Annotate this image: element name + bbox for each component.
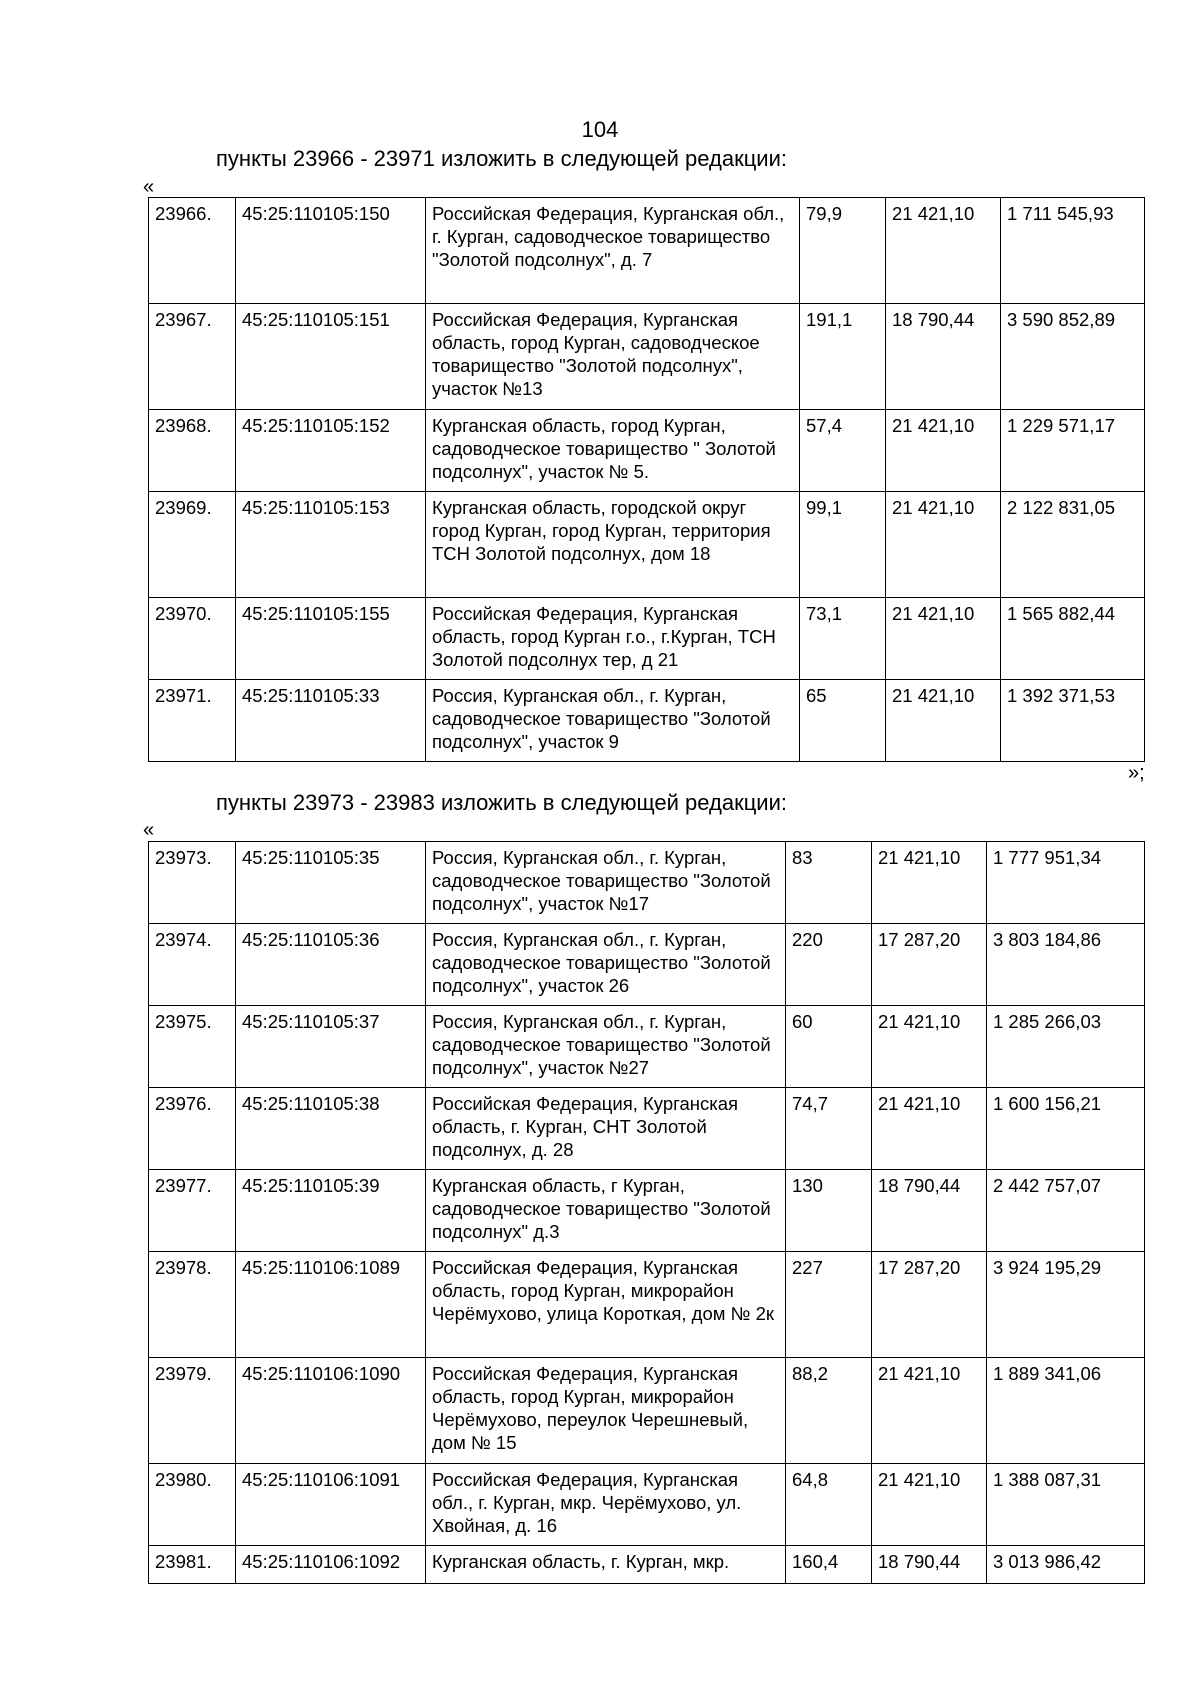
data-table [148,841,1145,1584]
rate-cell: 17 287,20 [872,924,987,1006]
rate-cell: 21 421,10 [872,1006,987,1088]
cadastral-value-cell: 1 565 882,44 [1001,598,1145,680]
row-number-cell: 23973. [149,842,236,924]
table-row [149,1006,1145,1088]
rate-cell: 21 421,10 [886,680,1001,762]
cadastral-number-cell: 45:25:110106:1089 [236,1252,426,1358]
cadastral-number-cell: 45:25:110105:151 [236,304,426,410]
area-cell: 160,4 [786,1546,872,1584]
cadastral-number-cell: 45:25:110105:152 [236,410,426,492]
cadastral-number-cell: 45:25:110105:37 [236,1006,426,1088]
address-cell: Россия, Курганская обл., г. Курган, садоводческое товарищество "Золотой подсолнух", участок 9 [426,680,800,762]
row-number-cell: 23971. [149,680,236,762]
area-cell: 130 [786,1170,872,1252]
area-cell: 220 [786,924,872,1006]
area-cell: 88,2 [786,1358,872,1464]
table-row [149,1546,1145,1584]
cadastral-value-cell: 2 122 831,05 [1001,492,1145,598]
cadastral-value-cell: 1 711 545,93 [1001,198,1145,304]
cadastral-value-cell: 1 392 371,53 [1001,680,1145,762]
cadastral-value-cell: 2 442 757,07 [987,1170,1145,1252]
table-row [149,1252,1145,1358]
address-cell: Российская Федерация, Курганская область, г. Курган, СНТ Золотой подсолнух, д. 28 [426,1088,786,1170]
area-cell: 79,9 [800,198,886,304]
row-number-cell: 23974. [149,924,236,1006]
address-cell: Российская Федерация, Курганская обл., г. Курган, мкр. Черёмухово, ул. Хвойная, д. 16 [426,1464,786,1546]
address-cell: Российская Федерация, Курганская область, город Курган, микрорайон Черёмухово, улица Короткая, дом № 2к [426,1252,786,1358]
cadastral-number-cell: 45:25:110105:150 [236,198,426,304]
table-row [149,304,1145,410]
row-number-cell: 23975. [149,1006,236,1088]
open-quote: « [143,176,155,198]
rate-cell: 18 790,44 [872,1170,987,1252]
table-row [149,1088,1145,1170]
cadastral-number-cell: 45:25:110105:39 [236,1170,426,1252]
table-row [149,842,1145,924]
address-cell: Российская Федерация, Курганская обл., г. Курган, садоводческое товарищество "Золотой подсолнух", д. 7 [426,198,800,304]
rate-cell: 18 790,44 [886,304,1001,410]
table-row [149,410,1145,492]
area-cell: 83 [786,842,872,924]
cadastral-number-cell: 45:25:110105:35 [236,842,426,924]
row-number-cell: 23969. [149,492,236,598]
cadastral-number-cell: 45:25:110105:153 [236,492,426,598]
cadastral-number-cell: 45:25:110105:38 [236,1088,426,1170]
table-row [149,924,1145,1006]
cadastral-number-cell: 45:25:110105:33 [236,680,426,762]
address-cell: Курганская область, г Курган, садоводческое товарищество "Золотой подсолнух" д.3 [426,1170,786,1252]
rate-cell: 21 421,10 [872,1088,987,1170]
rate-cell: 21 421,10 [886,198,1001,304]
rate-cell: 18 790,44 [872,1546,987,1584]
cadastral-value-cell: 3 924 195,29 [987,1252,1145,1358]
rate-cell: 21 421,10 [872,842,987,924]
row-number-cell: 23976. [149,1088,236,1170]
cadastral-value-cell: 1 777 951,34 [987,842,1145,924]
row-number-cell: 23980. [149,1464,236,1546]
area-cell: 65 [800,680,886,762]
address-cell: Россия, Курганская обл., г. Курган, садоводческое товарищество "Золотой подсолнух", участок 26 [426,924,786,1006]
area-cell: 227 [786,1252,872,1358]
area-cell: 74,7 [786,1088,872,1170]
area-cell: 60 [786,1006,872,1088]
cadastral-value-cell: 1 889 341,06 [987,1358,1145,1464]
table-row [149,492,1145,598]
table-row [149,680,1145,762]
cadastral-value-cell: 1 600 156,21 [987,1088,1145,1170]
area-cell: 64,8 [786,1464,872,1546]
row-number-cell: 23977. [149,1170,236,1252]
area-cell: 57,4 [800,410,886,492]
address-cell: Российская Федерация, Курганская область, город Курган, садоводческое товарищество "Золотой подсолнух", участок №13 [426,304,800,410]
rate-cell: 21 421,10 [886,598,1001,680]
cadastral-number-cell: 45:25:110106:1092 [236,1546,426,1584]
cadastral-value-cell: 3 803 184,86 [987,924,1145,1006]
table-row [149,598,1145,680]
row-number-cell: 23968. [149,410,236,492]
area-cell: 73,1 [800,598,886,680]
cadastral-number-cell: 45:25:110106:1091 [236,1464,426,1546]
address-cell: Российская Федерация, Курганская область, город Курган, микрорайон Черёмухово, переулок Черешневый, дом № 15 [426,1358,786,1464]
area-cell: 191,1 [800,304,886,410]
section-heading: пункты 23966 - 23971 изложить в следующей редакции: [216,146,788,171]
cadastral-value-cell: 1 388 087,31 [987,1464,1145,1546]
close-quote: »; [1128,762,1145,784]
address-cell: Курганская область, г. Курган, мкр. [426,1546,786,1584]
address-cell: Россия, Курганская обл., г. Курган, садоводческое товарищество "Золотой подсолнух", участок №27 [426,1006,786,1088]
rate-cell: 21 421,10 [886,410,1001,492]
rate-cell: 21 421,10 [872,1464,987,1546]
page-number: 104 [581,117,619,142]
section-heading: пункты 23973 - 23983 изложить в следующей редакции: [216,790,788,815]
rate-cell: 21 421,10 [886,492,1001,598]
table-row [149,1358,1145,1464]
data-table [148,197,1145,762]
rate-cell: 21 421,10 [872,1358,987,1464]
address-cell: Курганская область, городской округ город Курган, город Курган, территория ТСН Золотой подсолнух, дом 18 [426,492,800,598]
cadastral-value-cell: 3 013 986,42 [987,1546,1145,1584]
address-cell: Россия, Курганская обл., г. Курган, садоводческое товарищество "Золотой подсолнух", участок №17 [426,842,786,924]
row-number-cell: 23978. [149,1252,236,1358]
table-row [149,1464,1145,1546]
table-row [149,1170,1145,1252]
cadastral-value-cell: 3 590 852,89 [1001,304,1145,410]
cadastral-number-cell: 45:25:110106:1090 [236,1358,426,1464]
row-number-cell: 23979. [149,1358,236,1464]
row-number-cell: 23970. [149,598,236,680]
address-cell: Курганская область, город Курган, садоводческое товарищество " Золотой подсолнух", участок № 5. [426,410,800,492]
cadastral-number-cell: 45:25:110105:36 [236,924,426,1006]
row-number-cell: 23966. [149,198,236,304]
cadastral-value-cell: 1 285 266,03 [987,1006,1145,1088]
cadastral-value-cell: 1 229 571,17 [1001,410,1145,492]
address-cell: Российская Федерация, Курганская область, город Курган г.о., г.Курган, ТСН Золотой подсолнух тер, д 21 [426,598,800,680]
row-number-cell: 23967. [149,304,236,410]
cadastral-number-cell: 45:25:110105:155 [236,598,426,680]
open-quote: « [143,819,155,841]
rate-cell: 17 287,20 [872,1252,987,1358]
table-row [149,198,1145,304]
area-cell: 99,1 [800,492,886,598]
row-number-cell: 23981. [149,1546,236,1584]
